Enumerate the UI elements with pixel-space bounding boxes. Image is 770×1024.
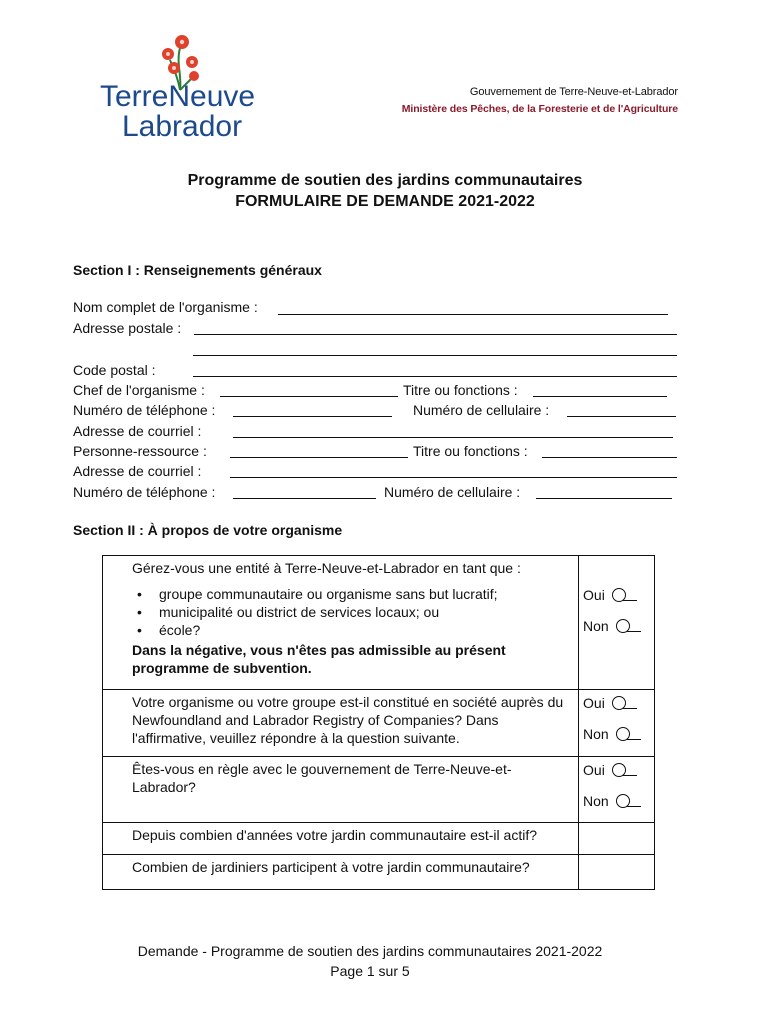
no-label: Non bbox=[583, 618, 609, 634]
government-header bbox=[402, 86, 678, 115]
no-label: Non bbox=[583, 793, 609, 809]
yes-label: Oui bbox=[583, 695, 605, 711]
cell-field[interactable] bbox=[567, 416, 676, 417]
question-garden-years bbox=[103, 823, 579, 855]
org-name-field[interactable] bbox=[278, 314, 668, 315]
address-label: Adresse postale : bbox=[73, 320, 182, 336]
yes-label: Oui bbox=[583, 587, 605, 603]
answer-gardeners-count[interactable] bbox=[579, 855, 655, 890]
phone-label: Numéro de téléphone : bbox=[73, 402, 216, 418]
org-head-label: Chef de l'organisme : bbox=[73, 382, 205, 398]
good-standing-question-text: Êtes-vous en règle avec le gouvernement de Terre-Neuve-et-Labrador? bbox=[132, 761, 512, 795]
address-field[interactable] bbox=[194, 334, 677, 335]
answer-garden-years[interactable] bbox=[579, 823, 655, 855]
terre-neuve-labrador-logo bbox=[96, 28, 286, 146]
list-item: • groupe communautaire ou organisme sans but lucratif; bbox=[154, 585, 568, 603]
org-head-field[interactable] bbox=[220, 396, 398, 397]
email-field[interactable] bbox=[233, 437, 673, 438]
contact-email-label: Adresse de courriel : bbox=[73, 463, 202, 479]
cell-label: Numéro de cellulaire : bbox=[413, 402, 550, 418]
list-item: • municipalité ou district de services locaux; ou bbox=[154, 603, 568, 621]
program-title: Programme de soutien des jardins communautaires bbox=[187, 172, 583, 189]
postal-code-field[interactable] bbox=[193, 376, 677, 377]
question-eligibility bbox=[103, 556, 579, 690]
no-radio[interactable] bbox=[616, 619, 630, 633]
phone-field[interactable] bbox=[233, 416, 392, 417]
organization-questions-table bbox=[102, 555, 655, 890]
government-name: Gouvernement de Terre-Neuve-et-Labrador bbox=[469, 86, 678, 98]
head-title-field[interactable] bbox=[533, 396, 667, 397]
footer-form-name: Demande - Programme de soutien des jardins communautaires 2021-2022 bbox=[137, 943, 603, 959]
eligibility-options-list bbox=[154, 585, 568, 639]
yes-option[interactable] bbox=[583, 761, 654, 779]
postal-code-label: Code postal : bbox=[73, 362, 156, 378]
no-option[interactable] bbox=[583, 725, 654, 743]
contact-title-label: Titre ou fonctions : bbox=[413, 443, 528, 459]
svg-text:TerreNeuve: TerreNeuve bbox=[100, 80, 256, 113]
contact-email-field[interactable] bbox=[230, 477, 677, 478]
no-radio[interactable] bbox=[616, 794, 630, 808]
svg-text:Labrador: Labrador bbox=[122, 110, 243, 143]
org-name-label: Nom complet de l'organisme : bbox=[73, 299, 258, 315]
eligibility-question-text: Gérez-vous une entité à Terre-Neuve-et-Labrador en tant que : bbox=[132, 560, 521, 576]
yes-label: Oui bbox=[583, 762, 605, 778]
no-label: Non bbox=[583, 726, 609, 742]
form-title bbox=[0, 170, 770, 212]
head-title-label: Titre ou fonctions : bbox=[403, 382, 518, 398]
pitcher-plant-flower-icon bbox=[96, 28, 286, 146]
contact-person-label: Personne-ressource : bbox=[73, 443, 207, 459]
list-item: • école? bbox=[154, 621, 568, 639]
question-gardeners-count bbox=[103, 855, 579, 890]
address-field-line2[interactable] bbox=[193, 355, 677, 356]
no-radio[interactable] bbox=[616, 727, 630, 741]
yes-option[interactable] bbox=[583, 586, 654, 604]
gardeners-count-question-text: Combien de jardiniers participent à votre jardin communautaire? bbox=[132, 859, 530, 875]
contact-phone-field[interactable] bbox=[233, 498, 376, 499]
answer-good-standing bbox=[579, 757, 655, 823]
email-label: Adresse de courriel : bbox=[73, 423, 202, 439]
question-incorporation bbox=[103, 690, 579, 757]
section-1-title: Section I : Renseignements généraux bbox=[73, 262, 322, 278]
contact-phone-label: Numéro de téléphone : bbox=[73, 484, 216, 500]
yes-radio[interactable] bbox=[612, 588, 626, 602]
contact-cell-field[interactable] bbox=[536, 498, 672, 499]
incorporation-question-text: Votre organisme ou votre groupe est-il constitué en société auprès du Newfoundland and Labrador Registry of Companies? Dans l'affirmative, veuillez répondre à la question suivante. bbox=[132, 694, 564, 746]
garden-years-question-text: Depuis combien d'années votre jardin communautaire est-il actif? bbox=[132, 827, 537, 843]
page-footer bbox=[0, 941, 740, 981]
answer-eligibility bbox=[579, 556, 655, 690]
page-number: Page 1 sur 5 bbox=[330, 963, 410, 979]
section-2-title: Section II : À propos de votre organisme bbox=[73, 522, 343, 538]
yes-radio[interactable] bbox=[612, 696, 626, 710]
contact-title-field[interactable] bbox=[542, 457, 677, 458]
contact-cell-label: Numéro de cellulaire : bbox=[384, 484, 521, 500]
no-option[interactable] bbox=[583, 617, 654, 635]
ineligibility-note: Dans la négative, vous n'êtes pas admissible au présent programme de subvention. bbox=[132, 642, 506, 676]
ministry-name: Ministère des Pêches, de la Foresterie et de l'Agriculture bbox=[401, 103, 678, 115]
yes-radio[interactable] bbox=[612, 763, 626, 777]
yes-option[interactable] bbox=[583, 694, 654, 712]
answer-incorporation bbox=[579, 690, 655, 757]
form-subtitle: FORMULAIRE DE DEMANDE 2021-2022 bbox=[235, 193, 535, 210]
contact-person-field[interactable] bbox=[230, 457, 408, 458]
question-good-standing bbox=[103, 757, 579, 823]
no-option[interactable] bbox=[583, 792, 654, 810]
